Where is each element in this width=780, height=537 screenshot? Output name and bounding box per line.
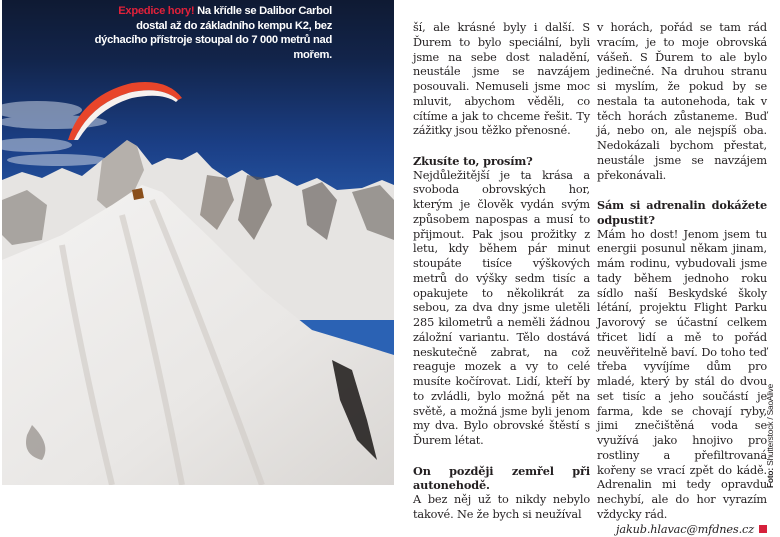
article-column-1	[413, 21, 590, 523]
caption-lead: Expedice hory!	[118, 5, 194, 17]
article-column-2	[597, 21, 767, 537]
interview-question: Sám si adrenalin dokážete odpustit?	[597, 198, 767, 228]
article-photo	[2, 0, 394, 485]
author-signature	[597, 523, 767, 537]
paragraph: Mám ho dost! Jenom jsem tu energii posunul někam jinam, mám rodinu, vybudovali jsme tady během jednoho roku sídlo naší Beskydské školy létání, projektu Flight Parku Javorový se účastní celkem třicet lidí a mě to pořád neuvěřitelně baví. Do toho teď třeba vyvíjíme dům pro mladé, který by stál do dvou set tisíc a jeho součástí je farma, kde se chovají ryby, jimi znečištěná voda se využívá jako hnojivo pro rostliny a přefiltrovaná kořeny se vrací zpět do kádě. Adrenalin mi tedy opravdu nechybí, ale do hor vyrazím vždycky rád.	[597, 228, 767, 523]
credit-label: Foto:	[765, 468, 775, 488]
paragraph: Nejdůležitější je ta krása a svoboda obrovských hor, kterým je člověk vydán svým způsobem napospas a musí to přijmout. Pak jsou prožitky z letu, kdy během pár minut stoupáte tisíce výškových metrů do výšky sedm tisíc a opakujete to několikrát za sebou, za dva dny jsme uletěli 285 kilometrů a neměli žádnou záložní variantu. Tělo dostává neskutečně zabrat, na což reaguje mozek a vy to celé musíte kočírovat. Lidí, kteří by to zvládli, bylo možná pět na světě, a možná jsme byli jenom my dva. Bylo obrovské štěstí s Ďurem létat.	[413, 169, 590, 449]
interview-question: On později zemřel při autonehodě.	[413, 464, 590, 494]
paraglider-over-k2-image	[2, 0, 394, 485]
paragraph: ší, ale krásné byly i další. S Ďurem to bylo speciální, byli jsme na sebe dost naladění, neustále jsme se navzájem posouvali. Nemuseli jsme moc mluvit, abychom věděli, co cítíme a jak to chceme řešit. Ty zážitky jsou těžko přenosné.	[413, 21, 590, 139]
paragraph: v horách, pořád se tam rád vracím, je to moje obrovská vášeň. S Ďurem to ale bylo jedinečné. Na druhou stranu si myslím, že pokud by se nestala ta autonehoda, tak v těch horách zůstaneme. Buď já, nebo on, ale nejspíš oba. Nedokázali bychom přestat, neustále jsme se navzájem překonávali.	[597, 21, 767, 183]
author-email[interactable]: jakub.hlavac@mfdnes.cz	[616, 523, 754, 536]
photo-credit	[765, 384, 775, 488]
paragraph: A bez něj už to nikdy nebylo takové. Ne že bych si neužíval	[413, 493, 590, 523]
interview-question: Zkusíte to, prosím?	[413, 154, 590, 169]
credit-text: Shutterstock / SaoAlive	[765, 384, 775, 466]
caption-text: Na křídle se Dalibor Carbol dostal až do základního kempu K2, bez dýchacího přístroje stoupal do 7 000 metrů nad mořem.	[95, 5, 332, 61]
photo-caption	[92, 4, 332, 62]
pilot	[132, 188, 144, 200]
end-mark-icon	[759, 525, 767, 533]
